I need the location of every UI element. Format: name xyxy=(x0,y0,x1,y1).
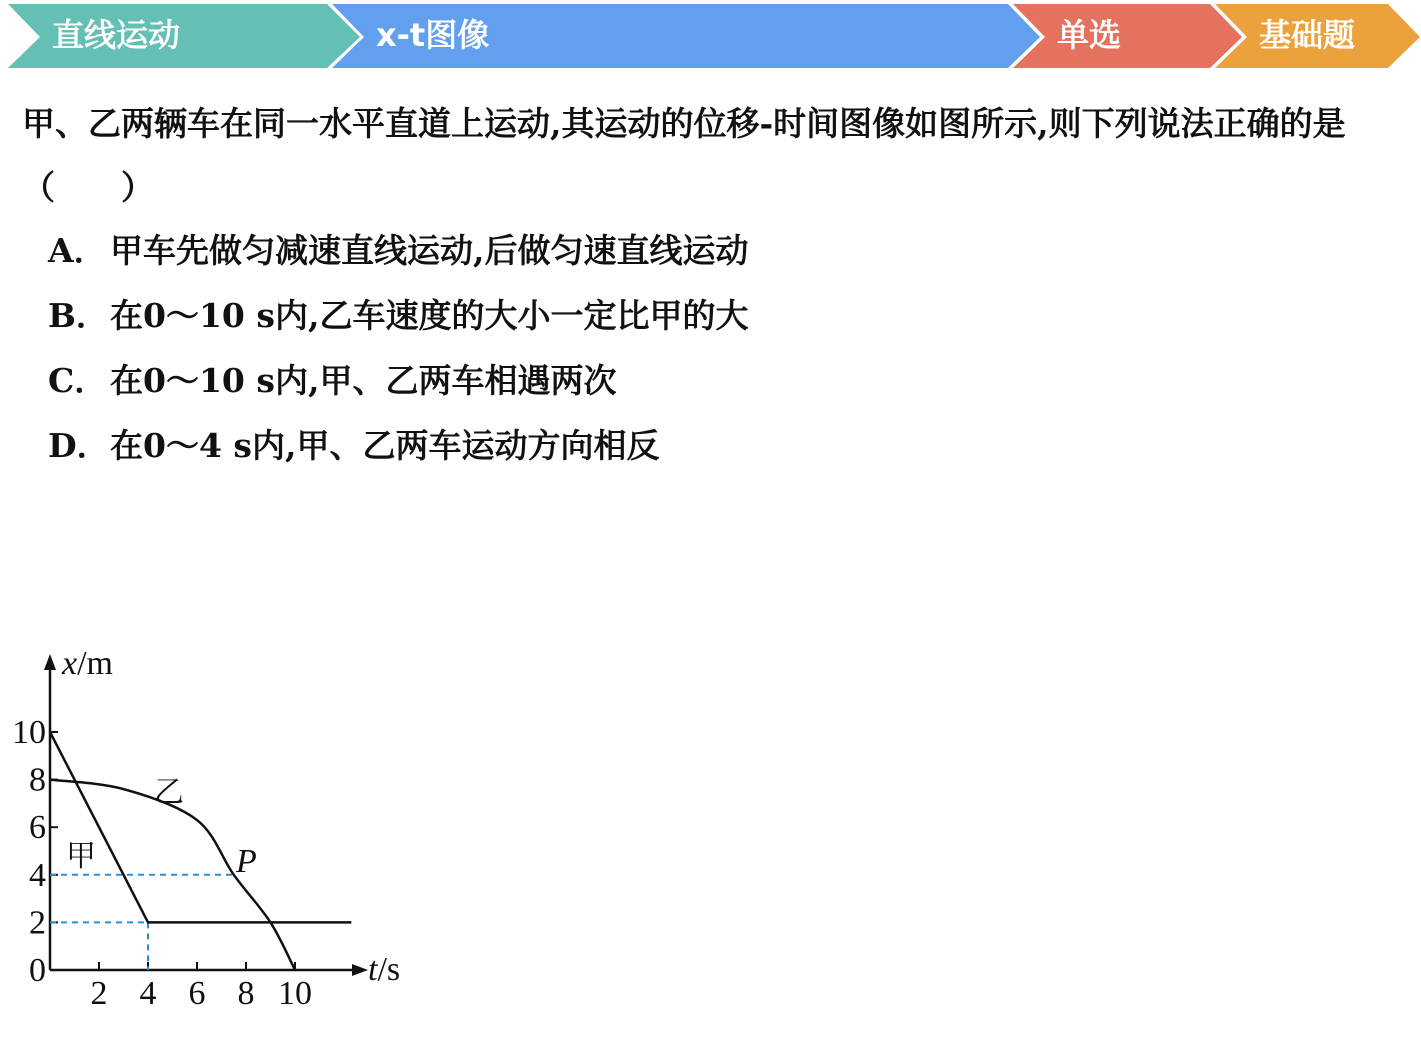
option-d-text: 在0～4 s内,甲、乙两车运动方向相反 xyxy=(110,426,660,465)
y-tick-label-6: 6 xyxy=(29,809,46,847)
option-d-key: D． xyxy=(48,426,110,465)
x-tick-label-8: 8 xyxy=(237,975,255,1012)
answer-options xyxy=(48,218,749,478)
xt-graph-svg xyxy=(0,640,420,1020)
y-axis-label: x/m xyxy=(62,645,113,682)
x-axis-label: t/s xyxy=(368,951,401,988)
option-a-text: 甲车先做匀减速直线运动,后做匀速直线运动 xyxy=(110,231,749,270)
chevron-tag-3 xyxy=(1013,4,1242,68)
y-tick-label-0: 0 xyxy=(29,952,46,989)
option-a-key: A． xyxy=(48,231,107,270)
x-tick-label-10: 10 xyxy=(278,975,312,1012)
tag-subtopic: x-t图像 xyxy=(376,16,490,54)
option-b-key: B． xyxy=(48,296,109,335)
series-label-yi: 乙 xyxy=(154,775,184,810)
point-label-p: P xyxy=(236,843,257,880)
tag-difficulty: 基础题 xyxy=(1259,16,1356,54)
series-line-jia xyxy=(50,732,351,922)
option-b[interactable] xyxy=(48,283,749,348)
option-c[interactable] xyxy=(48,348,749,413)
series-label-jia: 甲 xyxy=(66,839,96,874)
option-d[interactable] xyxy=(48,413,749,478)
tag-question-type: 单选 xyxy=(1057,16,1122,54)
option-c-key: C． xyxy=(48,361,108,400)
question-stem: 甲、乙两辆车在同一水平直道上运动,其运动的位移-时间图像如图所示,则下列说法正确的是（ ） xyxy=(22,104,1346,207)
option-c-text: 在0～10 s内,甲、乙两车相遇两次 xyxy=(110,361,617,400)
x-axis-arrow xyxy=(352,964,368,976)
topic-header xyxy=(0,0,1421,70)
y-axis-arrow xyxy=(44,654,56,670)
y-tick-label-10: 10 xyxy=(12,714,46,751)
option-a[interactable] xyxy=(48,218,749,283)
x-tick-label-6: 6 xyxy=(188,975,206,1012)
header-chevrons xyxy=(0,0,1421,70)
x-tick-label-4: 4 xyxy=(139,975,157,1012)
xt-graph xyxy=(0,640,420,1024)
option-b-text: 在0～10 s内,乙车速度的大小一定比甲的大 xyxy=(110,296,749,335)
x-tick-label-2: 2 xyxy=(90,975,108,1012)
y-tick-label-2: 2 xyxy=(29,904,46,942)
y-tick-label-4: 4 xyxy=(29,856,46,894)
y-tick-label-8: 8 xyxy=(29,761,46,799)
tag-topic: 直线运动 xyxy=(52,16,181,54)
